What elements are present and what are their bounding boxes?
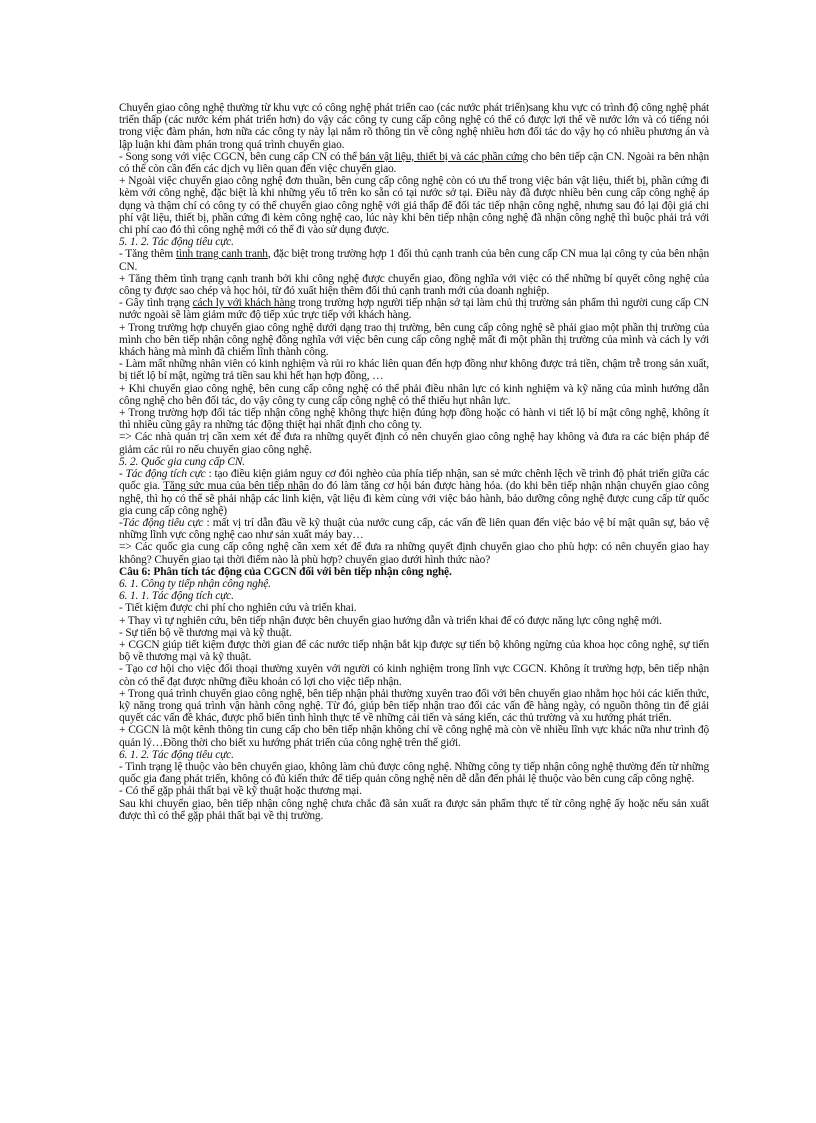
text-run: - <box>119 516 123 529</box>
text-run: + Trong trường hợp đối tác tiếp nhận công nghệ không thực hiện đúng hợp đồng hoặc có hành vi tiết lộ bí mật công nghệ, không ít thì nhiều cũng gây ra những tác động thiệt hại nhất định cho công ty. <box>119 407 709 432</box>
text-run: + Ngoài việc chuyển giao công nghệ đơn thuần, bên cung cấp công nghệ còn có ưu thế trong việc bán vật liệu, thiết bị, phần cứng đi kèm với công nghệ, đặc biệt là khi những yếu tố trên ko sẵn có tại nước sở tại. Điều này đã được nhiều bên cung cấp công nghệ áp dụng và thậm chí có công ty có thể chuyển giao công nghệ với giá thấp để đối tác tiếp nhận công nghệ, nhưng sau đó lại đội giá chi phí vật liệu, thiết bị, phần cứng đi kèm công nghệ cao, lúc này khi bên tiếp nhận công nghệ đã nhận công nghệ thì buộc phải trả với chi phí cao đó thì công nghệ mới có thể đi vào sử dụng được. <box>119 175 709 237</box>
text-run: 5. 1. 2. Tác động tiêu cực. <box>119 236 234 249</box>
paragraph <box>119 517 709 541</box>
text-run: 6. 1. 2. Tác động tiêu cực. <box>119 748 234 761</box>
paragraph <box>119 785 709 797</box>
paragraph <box>119 541 709 565</box>
text-run: + CGCN là một kênh thông tin cung cấp cho bên tiếp nhận không chỉ về công nghệ mà còn về nhiều lĩnh vực khác nữa như trình độ quản lý…Đồng thời cho biết xu hướng phát triển của công nghệ trên thế giới. <box>119 724 709 749</box>
text-run: + Trong quá trình chuyển giao công nghệ, bên tiếp nhận phải thường xuyên trao đổi với bên chuyển giao nhằm học hỏi các kiến thức, kỹ năng trong quá trình vận hành công nghệ. Từ đó, giúp bên tiếp nhận trao đổi các vấn đề hàng ngày, có nguồn thông tin để giải quyết các vấn đề khác, được phổ biến tình hình thực tế về những cải tiến và sáng kiến, các thủ trường và xu hướng phát triển. <box>119 687 709 725</box>
paragraph <box>119 468 709 517</box>
paragraph <box>119 407 709 431</box>
text-run: trong trường hợp người tiếp nhận sở tại làm chủ thị trường sản phẩm thì người cung cấp CN nước ngoài sẽ làm giảm mức độ tiếp xúc trực tiếp với khách hàng. <box>119 297 709 322</box>
paragraph <box>119 151 709 175</box>
text-run: + Tăng thêm tình trạng cạnh tranh bởi khi công nghệ được chuyển giao, đồng nghĩa với việc có thể những bí quyết công nghệ của công ty được sao chép và học hỏi, từ đó xuất hiện thêm đối thủ cạnh tranh mới của doanh nghiệp. <box>119 272 709 298</box>
text-run: - Song song với việc CGCN, bên cung cấp CN có thể <box>119 150 360 163</box>
text-run: - Sự tiến bộ về thương mại và kỹ thuật. <box>119 626 292 639</box>
document-body <box>119 102 709 822</box>
subsection-heading <box>119 749 709 761</box>
text-run: : tạo điều kiện giảm nguy cơ đói nghèo của phía tiếp nhận, san sẻ mức chênh lệch về trình độ phát triển giữa các quốc gia. <box>119 468 710 493</box>
text-run: - Tiết kiệm được chi phí cho nghiên cứu và triển khai. <box>119 602 357 615</box>
text-run: - <box>119 468 126 481</box>
paragraph <box>119 297 709 321</box>
paragraph <box>119 639 709 663</box>
text-run: Sau khi chuyển giao, bên tiếp nhận công nghệ chưa chắc đã sản xuất ra được sản phẩm thực tế từ công nghệ ấy hoặc nếu sản xuất được thì có thể gặp phải thất bại về thị trường. <box>119 797 709 822</box>
paragraph <box>119 688 709 725</box>
paragraph <box>119 431 709 455</box>
paragraph <box>119 102 709 151</box>
underlined-text: Tăng sức mua của bên tiếp nhận <box>163 480 310 493</box>
paragraph <box>119 724 709 748</box>
underlined-text: bán vật liệu, thiết bị và các phần cứng <box>359 150 528 163</box>
text-run: => Các quốc gia cung cấp công nghệ cần xem xét để đưa ra những quyết định chuyển giao cho phù hợp: có nên chuyển giao hay không? Chuyển giao tại thời điểm nào là phù hợp? chuyển giao dưới hình thức nào? <box>119 541 709 566</box>
paragraph <box>119 798 709 822</box>
italic-text: Tác động tích cực <box>125 468 206 481</box>
text-run: 5. 2. Quốc gia cung cấp CN. <box>119 455 245 468</box>
subsection-heading <box>119 590 709 602</box>
text-run: - Tình trạng lệ thuộc vào bên chuyển giao, không làm chủ được công nghệ. Những công ty tiếp nhận công nghệ thường đến từ những quốc gia đang phát triển, không có đủ kiến thức để tiếp quản công nghệ nên dễ dẫn đến phải lệ thuộc vào bên cung cấp công nghệ. <box>119 760 709 786</box>
paragraph <box>119 615 709 627</box>
subsection-heading <box>119 578 709 590</box>
text-run: , đặc biệt trong trường hợp 1 đối thủ cạnh tranh của bên cung cấp CN mua lại công ty của bên nhận CN. <box>119 248 709 273</box>
subsection-heading <box>119 456 709 468</box>
underlined-text: tình trạng cạnh tranh <box>175 248 268 261</box>
paragraph <box>119 663 709 687</box>
text-run: do đó làm tăng cơ hội bán được hàng hóa. (do khi bên tiếp nhận nhận chuyển giao công nghệ, thì họ có thể sẽ phải nhập các linh kiện, vật liệu đi kèm cùng với việc bảo hành, bảo dưỡng công nghệ được cung cấp từ quốc gia cung cấp công nghệ) <box>119 480 709 517</box>
text-run: : mất vị trí dẫn đầu về kỹ thuật của nước cung cấp, các vấn đề liên quan đến việc bảo vệ bí mật quân sự, bảo vệ những lĩnh vực công nghệ cao như sản xuất máy bay… <box>119 516 709 542</box>
text-run: 6. 1. Công ty tiếp nhận công nghệ. <box>119 577 271 590</box>
text-run: + Trong trường hợp chuyển giao công nghệ dưới dạng trao thị trường, bên cung cấp công nghệ sẽ phải giao một phần thị trường của mình cho bên tiếp nhận công nghệ đồng nghĩa với việc bên cung cấp công nghệ mất đi một phần thị trường của mình và cách ly với khách hàng mà mình đã chiếm lĩnh thành công. <box>119 321 709 359</box>
text-run: - Gây tình trạng <box>119 297 193 310</box>
paragraph <box>119 383 709 407</box>
subsection-heading <box>119 236 709 248</box>
text-run: Câu 6: Phân tích tác động của CGCN đối với bên tiếp nhận công nghệ. <box>119 565 452 578</box>
text-run: - Tạo cơ hội cho việc đối thoại thường xuyên với người có kinh nghiệm trong lĩnh vực CGCN. Không ít trường hợp, bên tiếp nhận còn có thể đạt được những điều khoản có lợi cho việc tiếp nhận. <box>119 663 709 688</box>
text-run: 6. 1. 1. Tác động tích cực. <box>119 590 234 603</box>
paragraph <box>119 322 709 359</box>
text-run: + Thay vì tự nghiên cứu, bên tiếp nhận được bên chuyển giao hướng dẫn và triển khai để có được năng lực công nghệ mới. <box>119 614 662 627</box>
paragraph <box>119 273 709 297</box>
paragraph <box>119 358 709 382</box>
text-run: + Khi chuyển giao công nghệ, bên cung cấp công nghệ có thể phải điều nhân lực có kinh nghiệm và kỹ năng của mình hướng dẫn công nghệ cho bên đối tác, do vậy công ty cung cấp công nghệ có thể thiếu hụt nhân lực. <box>119 382 709 407</box>
section-heading <box>119 566 709 578</box>
text-run: - Có thể gặp phải thất bại về kỹ thuật hoặc thương mại. <box>119 785 362 798</box>
paragraph <box>119 627 709 639</box>
text-run: + CGCN giúp tiết kiệm được thời gian để các nước tiếp nhận bắt kịp được sự tiến bộ không ngừng của khoa học công nghệ, sự tiến bộ về thương mại và kỹ thuật. <box>119 638 709 664</box>
paragraph <box>119 175 709 236</box>
paragraph <box>119 602 709 614</box>
text-run: => Các nhà quản trị cần xem xét để đưa ra những quyết định có nên chuyển giao công nghệ hay không và đưa ra các biện pháp để giảm các rủi ro nếu chuyển giao công nghệ. <box>119 431 709 456</box>
text-run: cho bên tiếp cận CN. Ngoài ra bên nhận có thể còn cần đến các dịch vụ liên quan đến việc chuyển giao. <box>119 150 709 176</box>
underlined-text: cách ly với khách hàng <box>192 297 296 310</box>
paragraph <box>119 761 709 785</box>
paragraph <box>119 248 709 272</box>
text-run: - Làm mất những nhân viên có kinh nghiệm và rủi ro khác liên quan đến hợp đồng như không được trả tiền, chậm trễ trong sản xuất, bị tiết lộ bí mật, ngừng trả tiền sau khi hết hạn hợp đồng, … <box>119 358 709 383</box>
text-run: - Tăng thêm <box>119 248 176 261</box>
text-run: Chuyển giao công nghệ thường từ khu vực có công nghệ phát triển cao (các nước phát triển)sang khu vực có trình độ công nghệ phát triển thấp (các nước kém phát triển hơn) do vậy các công ty cung cấp công nghệ có thể có được lợi thế về nước lớn và có tiếng nói trong việc đàm phán, hơn nữa các công ty này lại nắm rõ thông tin về công nghệ nhiều hơn đối tác do vậy họ có nhiều phương án và lập luận khi đàm phán trong quá trình chuyển giao. <box>119 102 709 151</box>
italic-text: Tác động tiêu cực <box>122 516 204 529</box>
